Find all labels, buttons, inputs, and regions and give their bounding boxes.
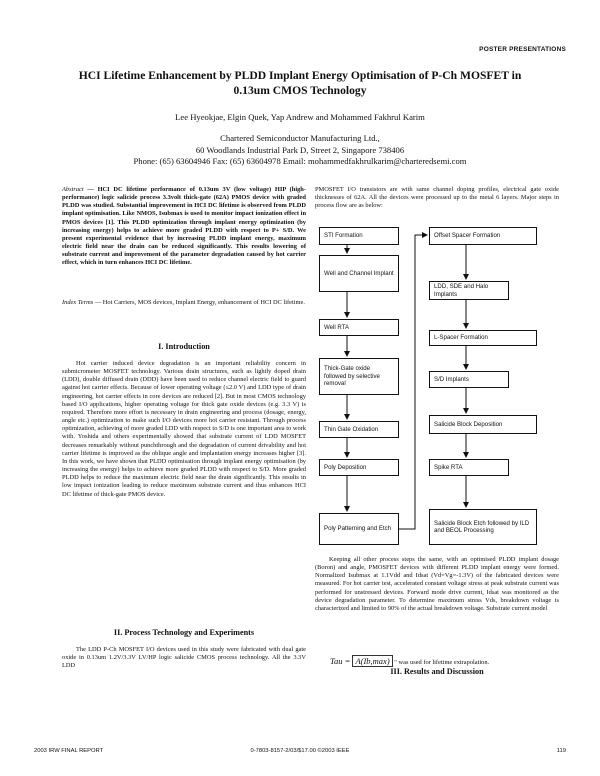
affiliation-line-3: Phone: (65) 63604946 Fax: (65) 63604978 Email: mohammedfakhrulkarim@charteredsemi.com xyxy=(133,156,467,166)
process-flowchart xyxy=(315,225,559,547)
flow-step-sd-implants: S/D Implants xyxy=(429,371,509,388)
right-body-text: Keeping all other process steps the same, with an optimised PLDD implant dosage (Boron) and angle, PMOSFET devices with different PLDD implant energy were formed. Normalized Isubmax at 1.1Vdd and Idsat (Vd=Vg=-1.3V) of the fabricated devices were measured. For hot carrier test, accelerated constant voltage stress at peak substrate current was performed for unstressed devices. Forward mode drive current, Idsat was monitored as the device degradation parameter. To determine maximum stress Vds, breakdown voltage is characterized and limited to 90% of the actual breakdown voltage. Substrate current model xyxy=(315,556,559,612)
flow-step-well-implant: Well and Channel Implant xyxy=(319,255,399,292)
intro-text: Hot carrier induced device degradation is an important reliability concern in submicrometer MOSFET technology. Various drain structures, such as lightly doped drain (LDD), double diffused drain (DDD) have been used to reduce channel electric field to guard against hot carrier effects. Because of lower operating voltage (≤2.0 V) and LDD type of drain engineering, hot carrier effects in core devices are reduced [2]. But in most CMOS technology based I/O applications, higher operating voltage for thick gate oxide devices (e.g. 3.3 V) is required. Therefore more effort is necessary in drain engineering and process (dosage, energy, angle etc.) optimization to make such I/O devices more hot carrier resistant. Through process optimization, achieving of more graded LDD with respect to S/D is one important area to work with. Yoshida and others experimentally showed that substrate current of LDD MOSFET decreases remarkably without punchthrough and the degradation of current drivability and hot carrier lifetime is improved as the oblique angle and implantation energy increases higher [3]. In this work, we have shown that PLDD optimisation through implant energy optimisation (by increasing the energy) helps to achieve more graded PLDD with respect to S/D. More graded PLDD helps to reduce the maximum electric field near the drain significantly. This results in low impact ionization leading to reduce maximum substrate current and thus enhances HCI DC lifetime of thick-gate PMOS device. xyxy=(62,360,306,498)
lifetime-formula xyxy=(330,655,560,667)
abstract xyxy=(62,186,306,268)
flow-step-poly-dep: Poly Deposition xyxy=(319,459,399,476)
index-terms-label: Index Terms xyxy=(62,299,94,306)
flow-step-l-spacer: L-Spacer Formation xyxy=(429,330,537,346)
page-number: 119 xyxy=(556,748,566,754)
abstract-label: Abstract xyxy=(62,186,84,193)
paper-title xyxy=(40,68,560,98)
affiliation-line-1: Chartered Semiconductor Manufacturing Ltd., xyxy=(220,133,380,143)
flow-step-well-rta: Well RTA xyxy=(319,319,399,336)
process-text: The LDD P-Ch MOSFET I/O devices used in this study were fabricated with dual gate oxide in 0.13um 1.2V/3.3V LV/HP logic salicide CMOS process technology. All the 3.3V LDD xyxy=(62,646,306,670)
intro-heading: I. Introduction xyxy=(158,342,210,351)
results-heading: III. Results and Discussion xyxy=(390,667,484,676)
section-header: POSTER PRESENTATIONS xyxy=(479,46,566,53)
flow-step-salicide-block-etch: Salicide Block Etch followed by ILD and BEOL Processing xyxy=(429,509,537,545)
flow-step-ldd-implants: LDD, SDE and Halo Implants xyxy=(429,281,509,300)
footer-left: 2003 IRW FINAL REPORT xyxy=(34,748,104,754)
flow-step-offset-spacer: Offset Spacer Formation xyxy=(429,227,537,245)
formula-rhs: A(Ib,max) xyxy=(352,655,392,667)
flow-step-spike-rta: Spike RTA xyxy=(429,459,509,476)
flow-step-sti: STI Formation xyxy=(319,227,399,245)
flow-step-thin-gate: Thin Gate Oxidation xyxy=(319,421,399,438)
affiliation-line-2: 60 Woodlands Industrial Park D, Street 2, Singapore 738406 xyxy=(195,144,405,155)
footer-center: 0-7803-8157-2/03/$17.00 ©2003 IEEE xyxy=(250,748,350,754)
process-heading: II. Process Technology and Experiments xyxy=(113,628,255,637)
flow-step-poly-etch: Poly Patterning and Etch xyxy=(319,513,399,545)
formula-tail: " was used for lifetime extrapolation. xyxy=(394,659,490,666)
index-terms xyxy=(62,299,306,307)
flow-step-salicide-block-dep: Salicide Block Deposition xyxy=(429,415,537,434)
title-line-2: 0.13um CMOS Technology xyxy=(233,84,367,97)
right-intro-text: PMOSFET I/O transistors are with same channel doping profiles, electrical gate oxide thicknesses of 62A. All the devices were processed up to the metal 6 layers. Major steps in process flow are as below: xyxy=(315,186,559,210)
index-terms-text: — Hot Carriers, MOS devices, Implant Energy, enhancement of HCI DC lifetime. xyxy=(93,299,305,306)
affiliation xyxy=(40,133,560,168)
flow-step-thick-gate: Thick-Gate oxide followed by selective removal xyxy=(319,358,399,395)
abstract-text: — HCI DC lifetime performance of 0.13um 3V (low voltage) HIP (high-performance) logic salicide process 3.3volt thick-gate (62A) PMOS device with graded PLDD was studied. Substantial improvement in HCI DC lifetime is observed from PLDD implant optimisation. Like NMOS, Isubmax is used to monitor impact ionization effect in PMOS devices [1]. This PLDD optimization through implant energy optimization (by increasing energy) helps to achieve more graded PLDD with respect to P+ S/D. We present experimental evidence that by increasing PLDD implant energy, maximum electric field near the drain can be reduced significantly. This results lowering of substrate current and improvement of the parameter degradation caused by hot carrier effect, which in turn enhances HCI DC lifetime. xyxy=(62,186,306,267)
formula-lhs: Tau = xyxy=(330,656,353,666)
title-line-1: HCI Lifetime Enhancement by PLDD Implant Energy Optimisation of P-Ch MOSFET in xyxy=(78,69,522,82)
authors: Lee Hyeokjae, Elgin Quek, Yap Andrew and Mohammed Fakhrul Karim xyxy=(175,112,425,122)
